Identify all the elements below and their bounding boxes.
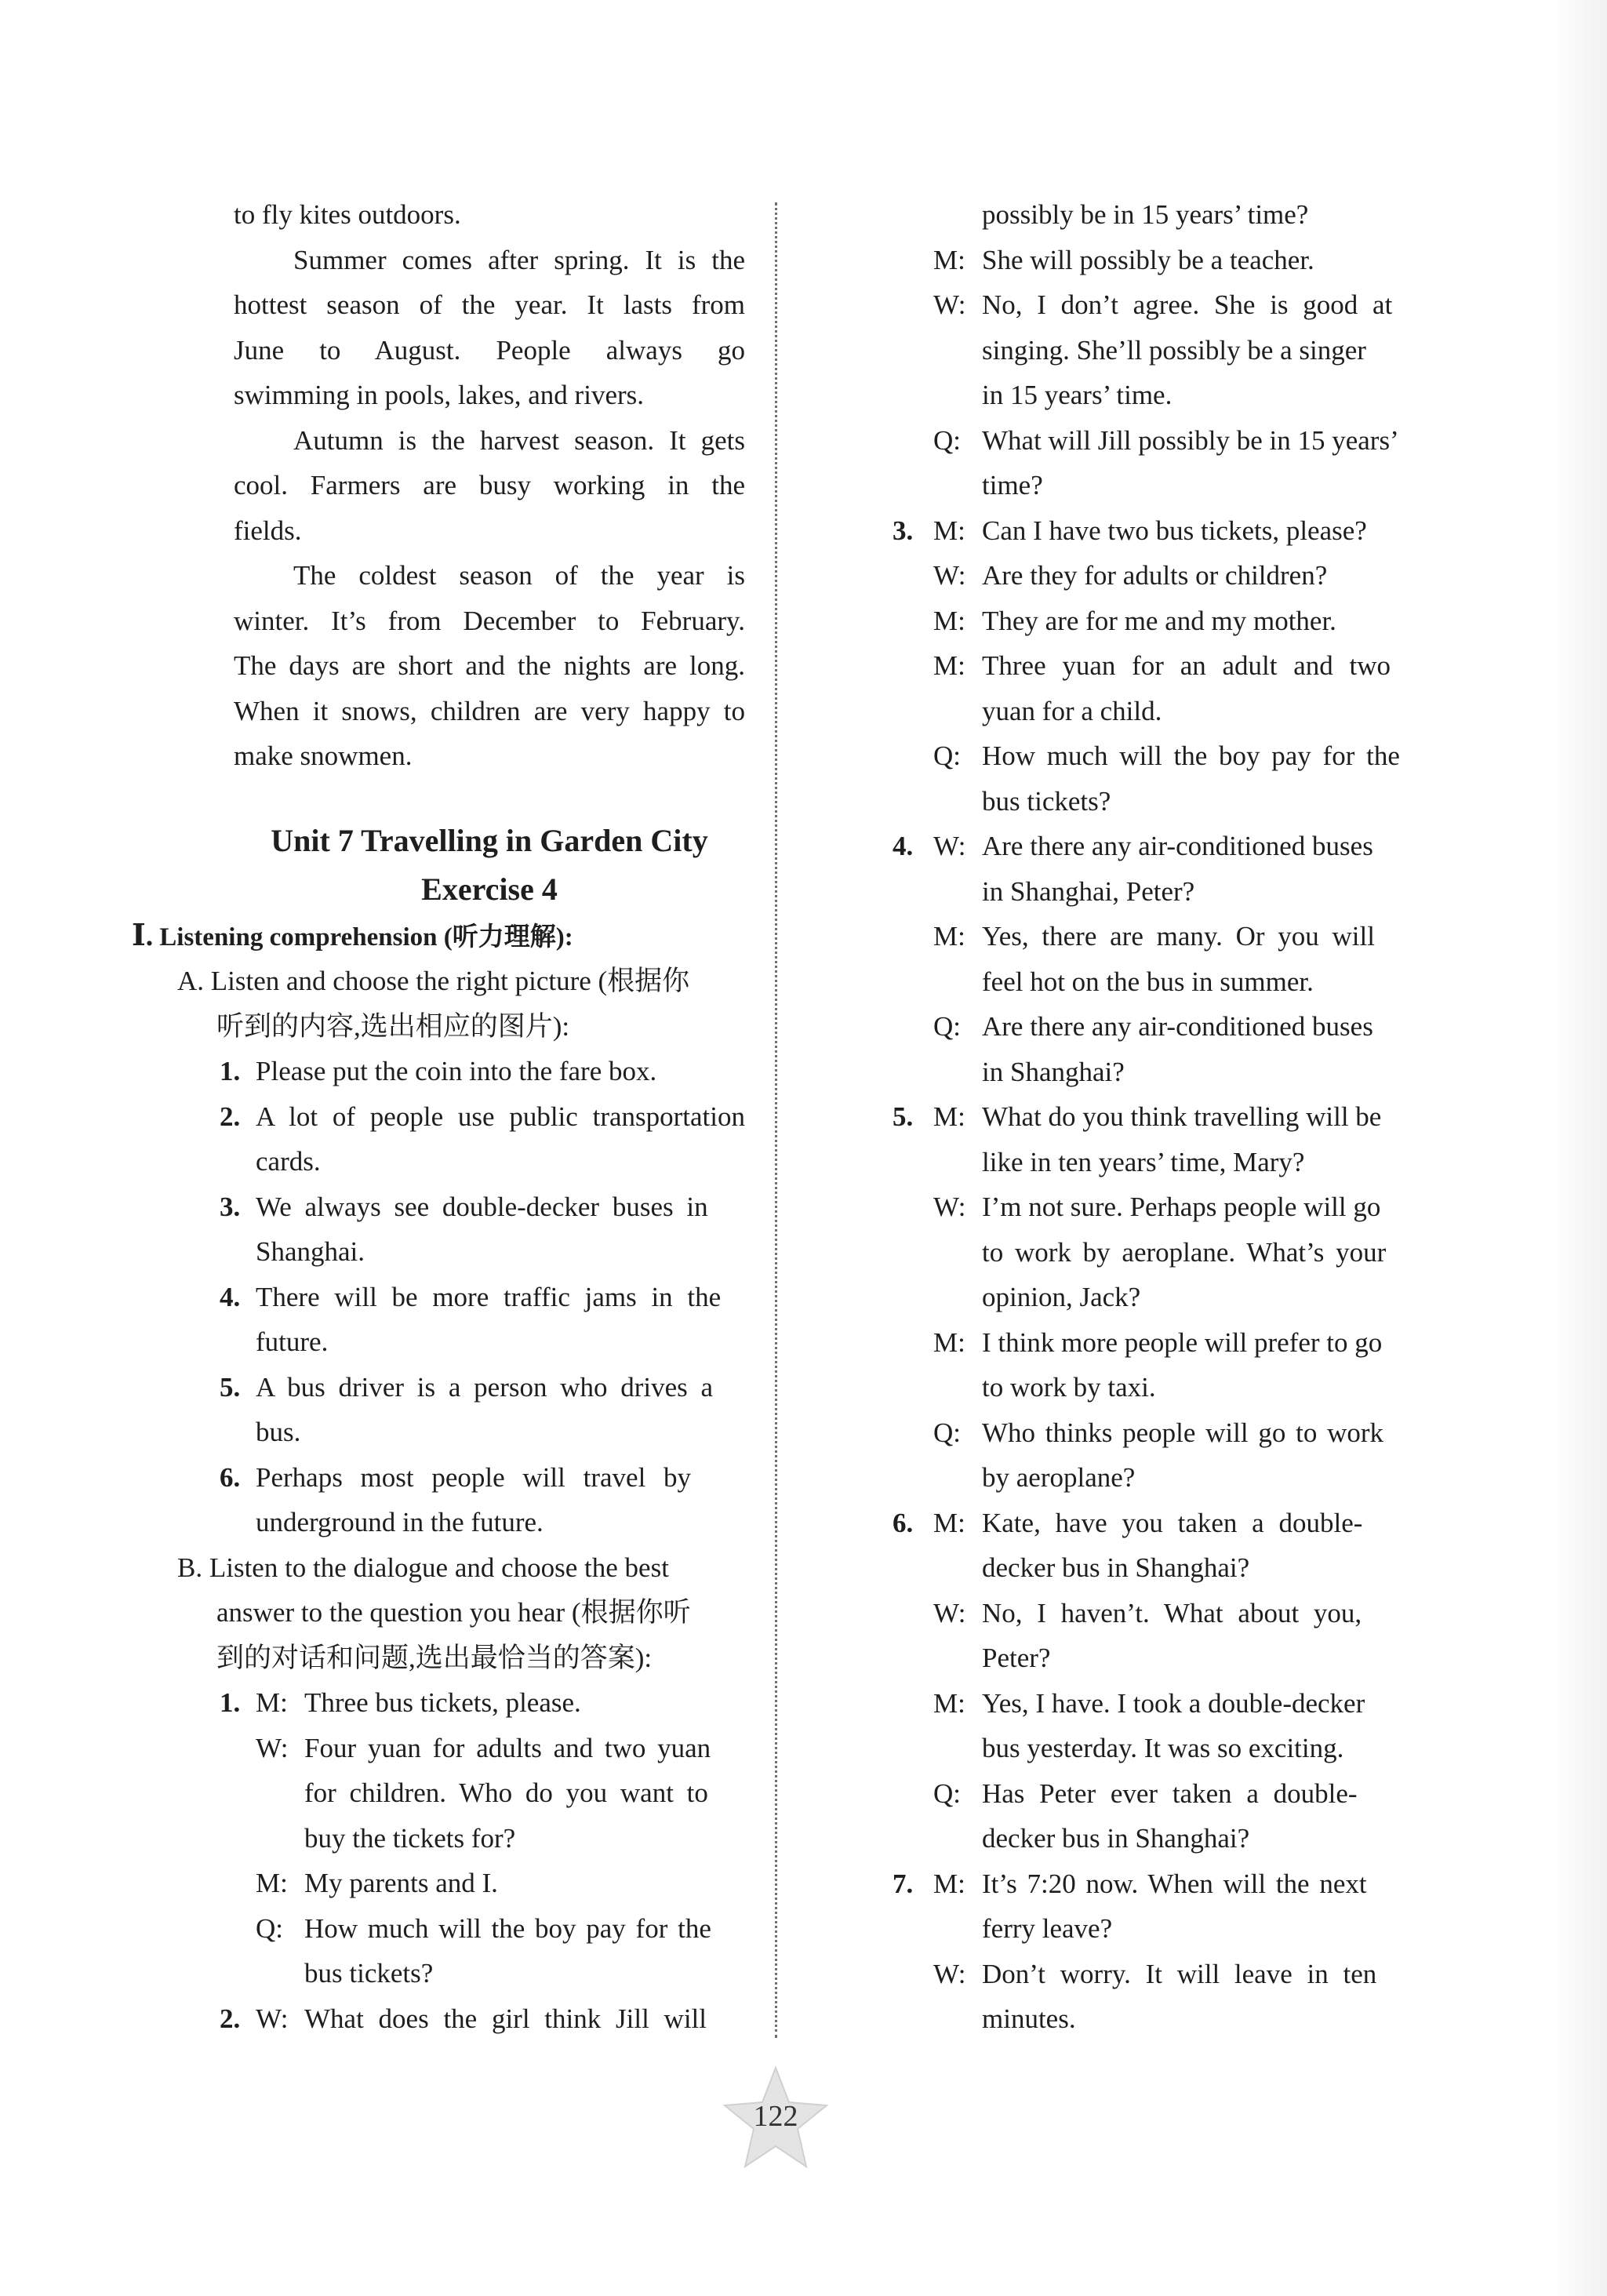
item-text: cards. [256, 1146, 321, 1177]
speaker-label: M: [933, 605, 965, 636]
turn-text: Are there any air-conditioned buses [982, 831, 1373, 861]
item-number: 7. [893, 1868, 914, 1899]
speaker-label: W: [933, 560, 966, 591]
list-item [220, 1094, 745, 1140]
turn-text: in Shanghai? [982, 1056, 1125, 1087]
speaker-label: Q: [933, 1011, 961, 1042]
item-text: underground in the future. [256, 1507, 544, 1537]
turn-text: Kate, have you taken a double- [982, 1507, 1363, 1538]
turn-text: Three yuan for an adult and two [982, 650, 1391, 681]
right-column [893, 192, 1426, 2042]
turn-text: I think more people will prefer to go [982, 1326, 1383, 1358]
turn-text: decker bus in Shanghai? [982, 1552, 1250, 1583]
speaker-label: W: [256, 1732, 289, 1763]
dialogue-7 [893, 1861, 1426, 2042]
text-line: swimming in pools, lakes, and rivers. [234, 380, 645, 410]
dialogue-turn [893, 238, 1426, 283]
dialogue-turn [893, 1681, 1426, 1727]
dialogue-turn [220, 1906, 745, 1952]
text-line: 听到的内容,选出相应的图片): [216, 1010, 570, 1042]
speaker-label: W: [256, 2003, 289, 2034]
dialogue-turn [893, 1771, 1426, 1817]
turn-text: She will possibly be a teacher. [982, 244, 1314, 275]
item-number: 2. [220, 1101, 241, 1132]
speaker-label: M: [933, 1326, 965, 1358]
turn-text: How much will the boy pay for the [304, 1912, 711, 1944]
turn-text: Are there any air-conditioned buses [982, 1011, 1373, 1042]
unit-title: Unit 7 Travelling in Garden City [271, 822, 708, 858]
turn-text: Yes, there are many. Or you will [982, 921, 1375, 952]
text-line: Summer comes after spring. It is the [293, 244, 745, 275]
item-number: 6. [893, 1507, 914, 1538]
dialogue-2-continued [893, 192, 1426, 508]
item-text: Perhaps most people will travel by [256, 1461, 692, 1493]
speaker-label: W: [933, 1958, 966, 1989]
turn-text: ferry leave? [982, 1913, 1113, 1944]
item-number: 3. [220, 1191, 241, 1222]
speaker-label: W: [933, 1192, 966, 1222]
item-number: 4. [893, 831, 914, 861]
turn-text: Four yuan for adults and two yuan [304, 1732, 711, 1763]
dialogue-turn [220, 1996, 745, 2042]
section-heading [132, 914, 745, 959]
section-number: Ⅰ. [132, 919, 154, 952]
dialogue-turn [893, 1320, 1426, 1366]
text-line: make snowmen. [234, 740, 413, 771]
exercise-title: Exercise 4 [421, 871, 558, 907]
dialogue-3 [893, 508, 1426, 824]
turn-text: opinion, Jack? [982, 1282, 1141, 1312]
turn-text: possibly be in 15 years’ time? [982, 199, 1309, 230]
turn-text: Has Peter ever taken a double- [982, 1777, 1358, 1809]
item-text: future. [256, 1326, 329, 1357]
turn-text: time? [982, 470, 1043, 500]
turn-text: yuan for a child. [982, 695, 1162, 726]
speaker-label: M: [933, 515, 965, 546]
turn-text: in Shanghai, Peter? [982, 875, 1195, 907]
dialogue-turn [893, 1410, 1426, 1456]
speaker-label: Q: [933, 740, 961, 771]
dialogue-turn [893, 643, 1426, 689]
turn-text: singing. She’ll possibly be a singer [982, 334, 1366, 366]
item-number: 3. [893, 515, 914, 546]
turn-text: My parents and I. [304, 1868, 498, 1898]
text-line: A. Listen and choose the right picture (根据你 [177, 966, 690, 996]
list-item [220, 1365, 745, 1410]
turn-text: feel hot on the bus in summer. [982, 966, 1314, 997]
turn-text: Peter? [982, 1643, 1051, 1673]
text-line: 到的对话和问题,选出最恰当的答案): [216, 1642, 653, 1673]
item-number: 1. [220, 1687, 241, 1718]
item-text: A lot of people use public transportation [256, 1101, 745, 1132]
text-line: When it snows, children are very happy to [234, 695, 745, 726]
page-number [717, 2061, 834, 2179]
column-divider [775, 202, 777, 2038]
dialogue-turn [893, 1501, 1426, 1546]
turn-text: minutes. [982, 2003, 1076, 2034]
item-number: 5. [220, 1371, 241, 1403]
page-number-text: 122 [753, 2100, 798, 2133]
dialogue-5 [893, 1094, 1426, 1501]
turn-text: decker bus in Shanghai? [982, 1823, 1250, 1854]
text-line: answer to the question you hear (根据你听 [216, 1597, 691, 1628]
turn-text: bus yesterday. It was so exciting. [982, 1733, 1344, 1763]
turn-text: bus tickets? [304, 1958, 434, 1989]
turn-text: Don’t worry. It will leave in ten [982, 1958, 1377, 1989]
item-text: Please put the coin into the fare box. [256, 1056, 657, 1086]
speaker-label: M: [933, 244, 965, 275]
turn-text: No, I haven’t. What about you, [982, 1597, 1362, 1628]
text-line: to fly kites outdoors. [234, 199, 461, 230]
turn-text: Can I have two bus tickets, please? [982, 515, 1367, 546]
item-text: bus. [256, 1417, 301, 1447]
dialogue-turn [220, 1726, 745, 1771]
speaker-label: W: [933, 831, 966, 861]
text-line: The days are short and the nights are long. [234, 650, 745, 681]
text-line: cool. Farmers are busy working in the [234, 470, 745, 500]
paragraph-autumn [234, 418, 745, 554]
left-column [132, 192, 745, 2041]
turn-text: Yes, I have. I took a double-decker [982, 1687, 1365, 1719]
speaker-label: M: [256, 1687, 288, 1718]
speaker-label: Q: [256, 1912, 283, 1944]
dialogue-turn [893, 282, 1426, 328]
turn-text: Three bus tickets, please. [304, 1687, 581, 1718]
dialogue-turn [893, 1094, 1426, 1140]
text-line: The coldest season of the year is [293, 560, 745, 591]
dialogue-turn [220, 1680, 745, 1726]
speaker-label: Q: [933, 1777, 961, 1809]
speaker-label: M: [933, 1101, 965, 1132]
dialogue-turn [893, 599, 1426, 644]
dialogue-6 [893, 1501, 1426, 1861]
item-text: There will be more traffic jams in the [256, 1281, 722, 1312]
dialogue-turn [893, 1591, 1426, 1636]
turn-text: in 15 years’ time. [982, 380, 1173, 410]
turn-text: What will Jill possibly be in 15 years’ [982, 424, 1399, 456]
turn-text: I’m not sure. Perhaps people will go [982, 1192, 1381, 1222]
turn-text: How much will the boy pay for the [982, 740, 1400, 771]
speaker-label: M: [256, 1868, 288, 1898]
list-item [220, 1455, 745, 1501]
speaker-label: Q: [933, 1417, 961, 1448]
text-line: June to August. People always go [234, 334, 745, 366]
speaker-label: M: [933, 1868, 965, 1899]
turn-text: for children. Who do you want to [304, 1777, 708, 1808]
turn-text: They are for me and my mother. [982, 605, 1336, 636]
section-title: Listening comprehension (听力理解): [159, 922, 573, 952]
text-line: hottest season of the year. It lasts from [234, 289, 745, 320]
speaker-label: Q: [933, 424, 961, 456]
text-line: Autumn is the harvest season. It gets [293, 424, 745, 456]
turn-text: Are they for adults or children? [982, 560, 1328, 591]
text-line: fields. [234, 515, 302, 546]
part-b-instruction [177, 1545, 745, 1681]
turn-text: No, I don’t agree. She is good at [982, 289, 1393, 320]
turn-text: by aeroplane? [982, 1462, 1136, 1493]
turn-text: to work by aeroplane. What’s your [982, 1236, 1387, 1268]
turn-text: buy the tickets for? [304, 1822, 516, 1854]
part-a-items [220, 1049, 745, 1545]
dialogue-turn [893, 914, 1426, 959]
dialogue-turn [893, 508, 1426, 554]
dialogue-turn [893, 1004, 1426, 1050]
dialogue-turn [893, 733, 1426, 779]
turn-text: What do you think travelling will be [982, 1101, 1382, 1132]
paragraph-summer [234, 238, 745, 418]
part-a-instruction [177, 959, 745, 1049]
turn-text: Who thinks people will go to work [982, 1417, 1384, 1448]
turn-text: to work by taxi. [982, 1372, 1156, 1403]
turn-text: like in ten years’ time, Mary? [982, 1146, 1305, 1177]
text-line: B. Listen to the dialogue and choose the best [177, 1552, 669, 1583]
dialogue-turn [893, 1952, 1426, 1997]
text-line: winter. It’s from December to February. [234, 605, 745, 636]
dialogue-turn [893, 1184, 1426, 1230]
item-number: 2. [220, 2003, 241, 2034]
turn-text: bus tickets? [982, 785, 1111, 817]
speaker-label: W: [933, 289, 966, 320]
dialogue-1 [220, 1680, 745, 2041]
list-item [220, 1049, 745, 1094]
dialogue-turn [893, 824, 1426, 869]
page-edge-shade [1552, 0, 1607, 2296]
speaker-label: M: [933, 1507, 965, 1538]
speaker-label: W: [933, 1597, 966, 1628]
speaker-label: M: [933, 650, 965, 681]
item-text: A bus driver is a person who drives a [256, 1371, 714, 1403]
list-item [220, 1184, 745, 1230]
dialogue-4 [893, 824, 1426, 1094]
dialogue-turn [893, 418, 1426, 464]
speaker-label: M: [933, 921, 965, 952]
item-text: We always see double-decker buses in [256, 1191, 708, 1222]
speaker-label: M: [933, 1687, 965, 1719]
item-number: 4. [220, 1281, 241, 1312]
dialogue-turn [893, 1861, 1426, 1907]
dialogue-turn [893, 553, 1426, 599]
item-number: 5. [893, 1101, 914, 1132]
turn-text: It’s 7:20 now. When will the next [982, 1868, 1367, 1899]
item-text: Shanghai. [256, 1236, 365, 1267]
item-number: 6. [220, 1461, 241, 1493]
item-number: 1. [220, 1056, 241, 1086]
paragraph-winter [234, 553, 745, 779]
dialogue-turn [220, 1861, 745, 1906]
turn-text: What does the girl think Jill will [304, 2003, 707, 2034]
list-item [220, 1275, 745, 1320]
